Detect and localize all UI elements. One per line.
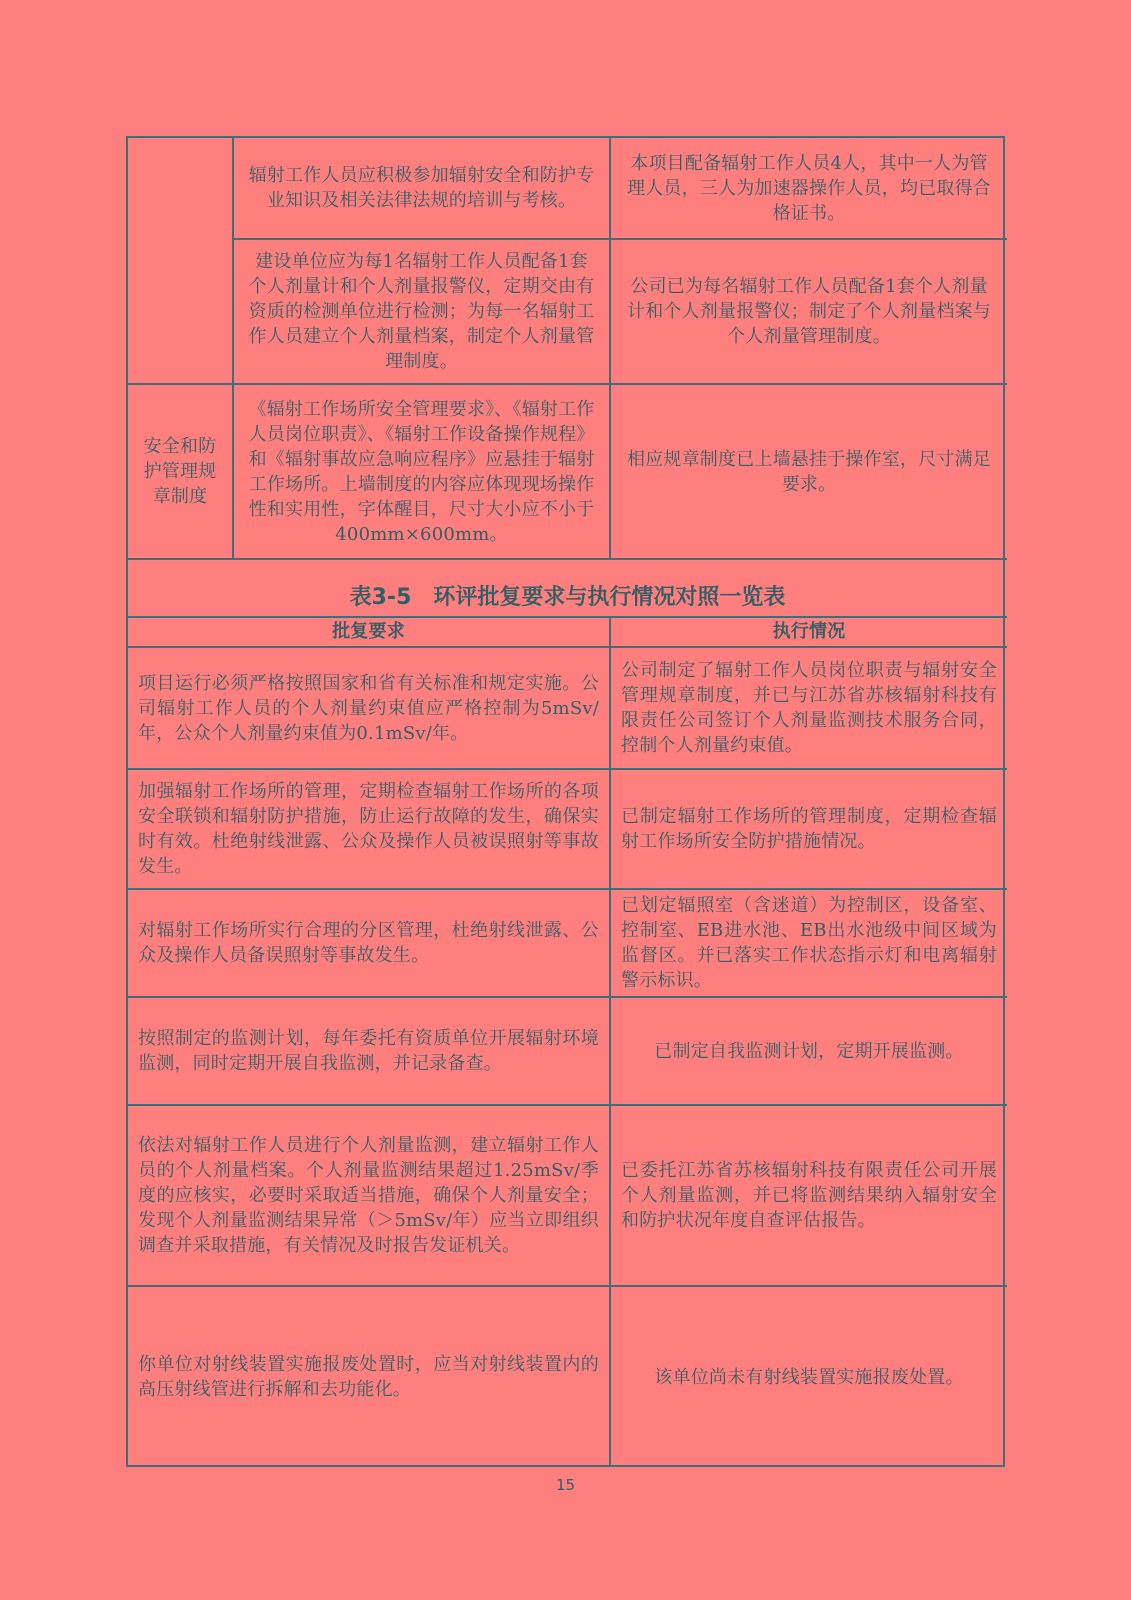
table-row-6-status-text: 该单位尚未有射线装置实施报废处置。 [654, 1366, 964, 1388]
table-row-5-status-text: 已委托江苏省苏核辐射科技有限责任公司开展个人剂量监测，并已将监测结果纳入辐射安全和防护状况年度自查评估报告。 [621, 1160, 997, 1231]
table-row-1-status-text: 公司制定了辐射工作人员岗位职责与辐射安全管理规章制度，并已与江苏省苏核辐射科技有限责任公司签订个人剂量监测技术服务合同，控制个人剂量约束值。 [621, 660, 997, 756]
top-row-3-middle-text: 《辐射工作场所安全管理要求》、《辐射工作人员岗位职责》、《辐射工作设备操作规程》和《辐射事故应急响应程序》应悬挂于辐射工作场所。上墙制度的内容应体现现场操作性和实用性，字体醒目，尺寸大小应不小于400mm×600mm。 [248, 398, 595, 545]
header-requirement-text: 批复要求 [332, 621, 405, 642]
table-row-5-status [611, 1106, 1007, 1285]
table-row-4-requirement-text: 按照制定的监测计划，每年委托有资质单位开展辐射环境监测，同时定期开展自我监测，并记录备查。 [138, 1028, 599, 1074]
top-row-1-right [611, 138, 1007, 238]
top-row-3-right-text: 相应规章制度已上墙悬挂于操作室，尺寸满足要求。 [627, 448, 991, 495]
top-row-2-middle-text: 建设单位应为每1名辐射工作人员配备1套个人剂量计和个人剂量报警仪，定期交由有资质的检测单位进行检测；为每一名辐射工作人员建立个人剂量档案，制定个人剂量管理制度。 [248, 251, 595, 372]
document-sheet [126, 136, 1005, 1467]
table-row-3-status-text: 已划定辐照室（含迷道）为控制区，设备室、控制室、EB进水池、EB出水池级中间区域为监督区。并已落实工作状态指示灯和电离辐射警示标识。 [621, 895, 997, 991]
header-status-text: 执行情况 [772, 621, 846, 642]
table-row-6-status [611, 1287, 1007, 1467]
top-row-3-left [128, 385, 232, 558]
top-row-3-left-text: 安全和防护管理规章制度 [143, 436, 217, 507]
top-row-3-middle [234, 385, 609, 558]
top-row-2-right-text: 公司已为每名辐射工作人员配备1套个人剂量计和个人剂量报警仪；制定了个人剂量档案与个人剂量管理制度。 [627, 276, 991, 347]
table-row-4-status [611, 998, 1007, 1104]
table-row-2-requirement-text: 加强辐射工作场所的管理，定期检查辐射工作场所的各项安全联锁和辐射防护措施，防止运行故障的发生，确保实时有效。杜绝射线泄露、公众及操作人员被误照射等事故发生。 [138, 781, 599, 877]
table-row-3-requirement-text: 对辐射工作场所实行合理的分区管理，杜绝射线泄露、公众及操作人员备误照射等事故发生。 [138, 920, 599, 966]
header-status [611, 618, 1007, 646]
table-row-4-requirement [128, 998, 609, 1104]
top-row-2-right [611, 240, 1007, 383]
header-requirement [128, 618, 609, 646]
table-row-2-status [611, 770, 1007, 888]
table-row-2-status-text: 已制定辐射工作场所的管理制度，定期检查辐射工作场所安全防护措施情况。 [621, 806, 997, 852]
table-row-1-requirement-text: 项目运行必须严格按照国家和省有关标准和规定实施。公司辐射工作人员的个人剂量约束值应严格控制为5mSv/年，公众个人剂量约束值为0.1mSv/年。 [138, 672, 599, 744]
row-divider [128, 558, 1007, 560]
top-row-3-right [611, 385, 1007, 558]
top-row-1-middle [234, 138, 609, 238]
top-row-1-right-text: 本项目配备辐射工作人员4人，其中一人为管理人员，三人为加速器操作人员，均已取得合格证书。 [627, 152, 991, 224]
table-row-3-status [611, 890, 1007, 996]
table-row-4-status-text: 已制定自我监测计划，定期开展监测。 [654, 1040, 964, 1062]
table-row-2-requirement [128, 770, 609, 888]
table-row-6-requirement [128, 1287, 609, 1467]
table-row-5-requirement [128, 1106, 609, 1285]
top-row-2-middle [234, 240, 609, 383]
table-row-6-requirement-text: 你单位对射线装置实施报废处置时，应当对射线装置内的高压射线管进行拆解和去功能化。 [138, 1354, 599, 1400]
table-title: 表3-5 环评批复要求与执行情况对照一览表 [349, 585, 786, 610]
top-row-1-middle-text: 辐射工作人员应积极参加辐射安全和防护专业知识及相关法律法规的培训与考核。 [248, 165, 595, 211]
table-row-1-requirement [128, 648, 609, 768]
page-number: 15 [555, 1476, 576, 1494]
top-row-1-left [128, 138, 232, 383]
table-row-3-requirement [128, 890, 609, 996]
table-row-1-status [611, 648, 1007, 768]
table-row-5-requirement-text: 依法对辐射工作人员进行个人剂量监测，建立辐射工作人员的个人剂量档案。个人剂量监测结果超过1.25mSv/季度的应核实，必要时采取适当措施，确保个人剂量安全；发现个人剂量监测结果异常（＞5mSv/年）应当立即组织调查并采取措施，有关情况及时报告发证机关。 [138, 1135, 599, 1256]
